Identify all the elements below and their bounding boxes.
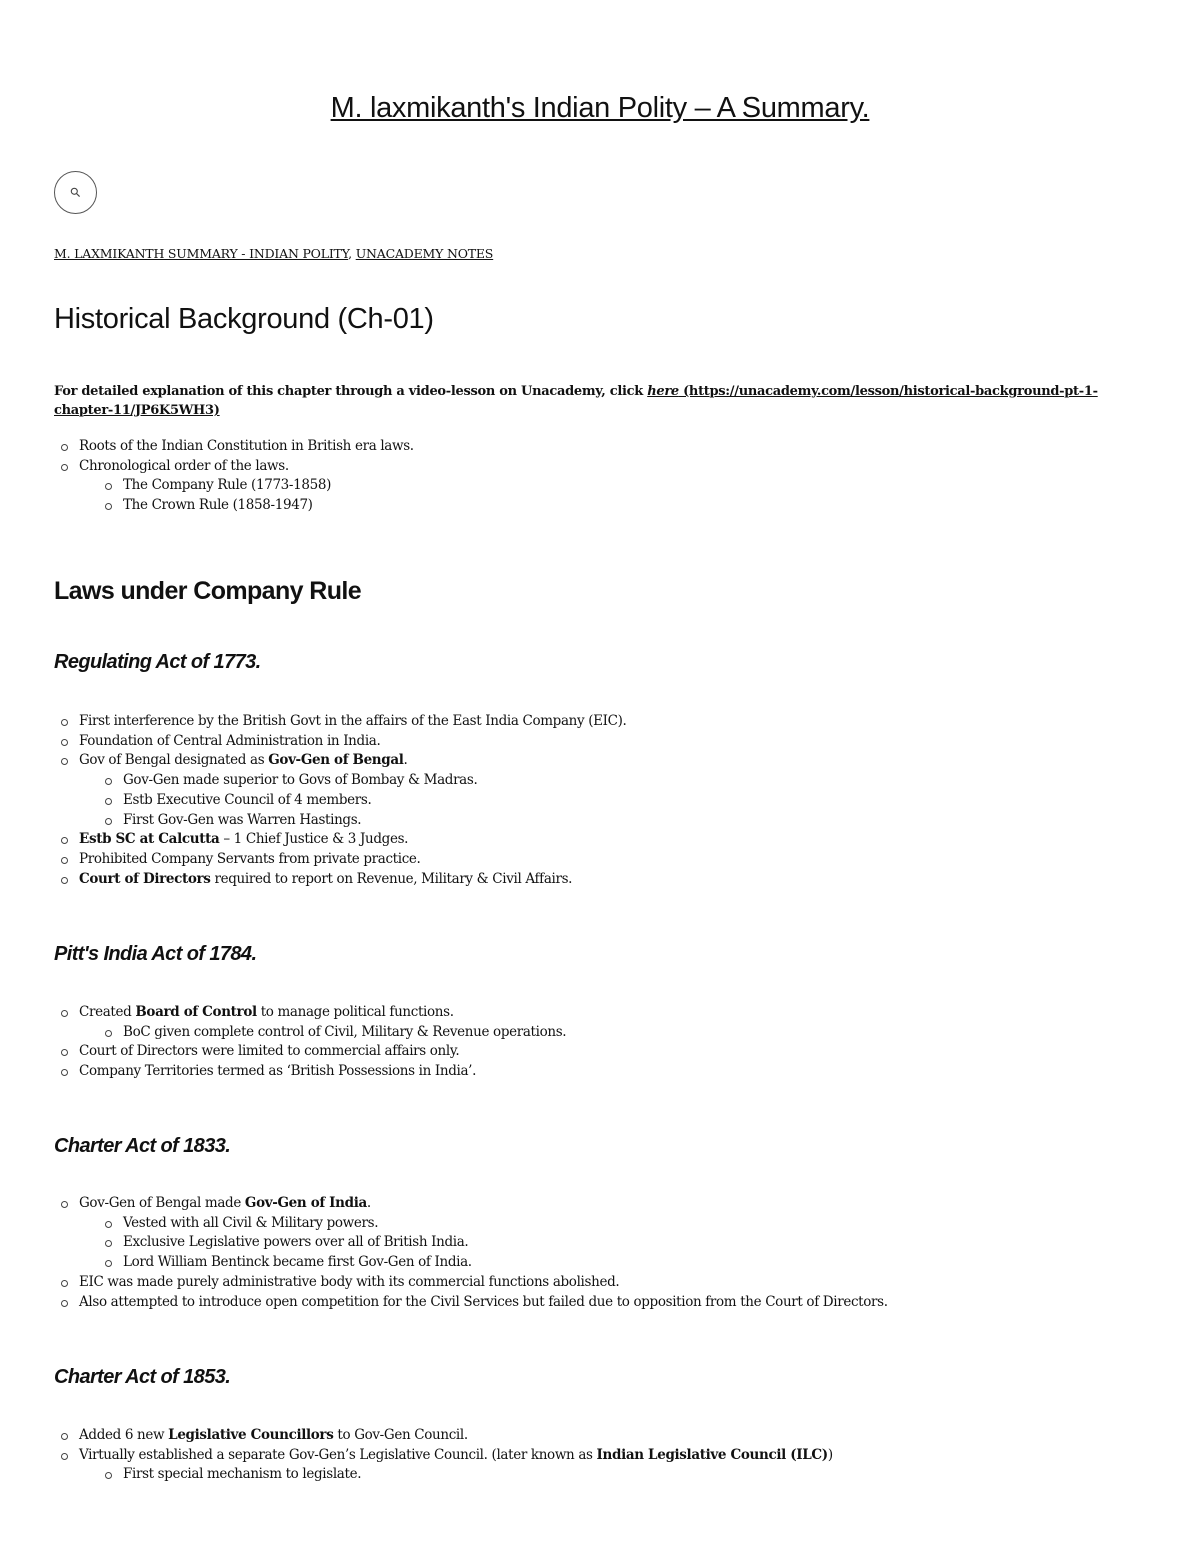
act-title: Charter Act of 1853. <box>54 1366 231 1388</box>
list-item <box>58 1194 888 1273</box>
search-icon <box>70 187 81 198</box>
list-item: Court of Directors were limited to commercial affairs only. <box>58 1042 566 1062</box>
list-item-emphasis: Board of Control <box>135 1004 257 1020</box>
list-item: Foundation of Central Administration in India. <box>58 732 626 752</box>
list-item-emphasis: Indian Legislative Council (ILC) <box>596 1446 828 1463</box>
nested-list <box>79 771 626 830</box>
list-item-text: ) <box>827 1446 833 1463</box>
video-lesson-link-word: here <box>647 384 679 399</box>
list-item: BoC given complete control of Civil, Military & Revenue operations. <box>102 1023 566 1043</box>
list-item-text: Gov-Gen of Bengal made <box>79 1195 245 1211</box>
list-item <box>58 1003 566 1042</box>
act-title: Pitt's India Act of 1784. <box>54 943 257 965</box>
list-item: Lord William Bentinck became first Gov-Gen of India. <box>102 1253 888 1273</box>
list-item <box>58 870 626 890</box>
intro-text: For detailed explanation of this chapter through a video-lesson on Unacademy, click <box>54 384 648 399</box>
list-item: Roots of the Indian Constitution in British era laws. <box>58 437 414 457</box>
list-item-text: – 1 Chief Justice & 3 Judges. <box>219 831 409 848</box>
act-title: Charter Act of 1833. <box>54 1135 231 1157</box>
act-list <box>58 1194 888 1312</box>
list-item-emphasis: Court of Directors <box>79 870 211 887</box>
list-item-text: to manage political functions. <box>256 1004 454 1020</box>
nested-list <box>79 1214 888 1273</box>
list-item-text: required to report on Revenue, Military & Civil Affairs. <box>210 870 573 887</box>
list-item: Estb Executive Council of 4 members. <box>102 791 626 811</box>
section-heading-company-rule: Laws under Company Rule <box>54 577 362 605</box>
list-item: Exclusive Legislative powers over all of British India. <box>102 1233 888 1253</box>
list-item: The Company Rule (1773-1858) <box>102 476 414 496</box>
list-item <box>58 457 414 516</box>
act-list <box>58 1426 833 1485</box>
search-button[interactable] <box>54 171 97 214</box>
list-item <box>58 1426 833 1446</box>
category-separator: , <box>348 246 352 261</box>
list-item: First Gov-Gen was Warren Hastings. <box>102 811 626 831</box>
intro-paragraph <box>54 382 1144 420</box>
overview-list <box>58 437 414 516</box>
list-item-text: Gov of Bengal designated as <box>79 752 269 769</box>
nested-list <box>79 1023 566 1043</box>
list-item: Vested with all Civil & Military powers. <box>102 1214 888 1234</box>
category-link-laxmikanth[interactable]: M. LAXMIKANTH SUMMARY - INDIAN POLITY <box>54 246 349 261</box>
list-item-text: . <box>366 1195 371 1211</box>
list-item-text: to Gov-Gen Council. <box>333 1427 468 1443</box>
list-item <box>58 751 626 830</box>
list-item-text: Virtually established a separate Gov-Gen’s Legislative Council. (later known as <box>79 1446 597 1463</box>
list-item-text: Added 6 new <box>79 1427 169 1443</box>
list-item-text: Chronological order of the laws. <box>79 457 289 474</box>
list-item-emphasis: Gov-Gen of Bengal <box>268 752 404 769</box>
nested-list <box>79 476 414 515</box>
list-item: Gov-Gen made superior to Govs of Bombay & Madras. <box>102 771 626 791</box>
list-item-text: . <box>403 752 408 769</box>
act-title: Regulating Act of 1773. <box>54 651 261 673</box>
list-item: Also attempted to introduce open competition for the Civil Services but failed due to opposition from the Court of Directors. <box>58 1293 888 1313</box>
nested-list <box>79 1465 833 1485</box>
act-list <box>58 712 626 889</box>
post-title: Historical Background (Ch-01) <box>54 303 434 335</box>
list-item: Company Territories termed as ‘British Possessions in India’. <box>58 1062 566 1082</box>
list-item <box>58 1446 833 1485</box>
list-item-emphasis: Gov-Gen of India <box>244 1195 367 1211</box>
list-item-emphasis: Estb SC at Calcutta <box>79 831 220 848</box>
video-lesson-link-url: (https://unacademy.com/lesson/historical-background-pt-1-chapter-11/JP6K5WH3) <box>54 384 1098 418</box>
post-categories <box>54 246 493 261</box>
list-item: The Crown Rule (1858-1947) <box>102 496 414 516</box>
list-item: First special mechanism to legislate. <box>102 1465 833 1485</box>
list-item-text: Created <box>79 1004 136 1020</box>
site-title[interactable]: M. laxmikanth's Indian Polity – A Summary. <box>330 92 870 124</box>
list-item <box>58 830 626 850</box>
list-item: First interference by the British Govt in the affairs of the East India Company (EIC). <box>58 712 626 732</box>
act-list <box>58 1003 566 1082</box>
list-item-emphasis: Legislative Councillors <box>168 1427 334 1443</box>
list-item: EIC was made purely administrative body with its commercial functions abolished. <box>58 1273 888 1293</box>
list-item: Prohibited Company Servants from private practice. <box>58 850 626 870</box>
category-link-unacademy[interactable]: UNACADEMY NOTES <box>355 246 494 261</box>
